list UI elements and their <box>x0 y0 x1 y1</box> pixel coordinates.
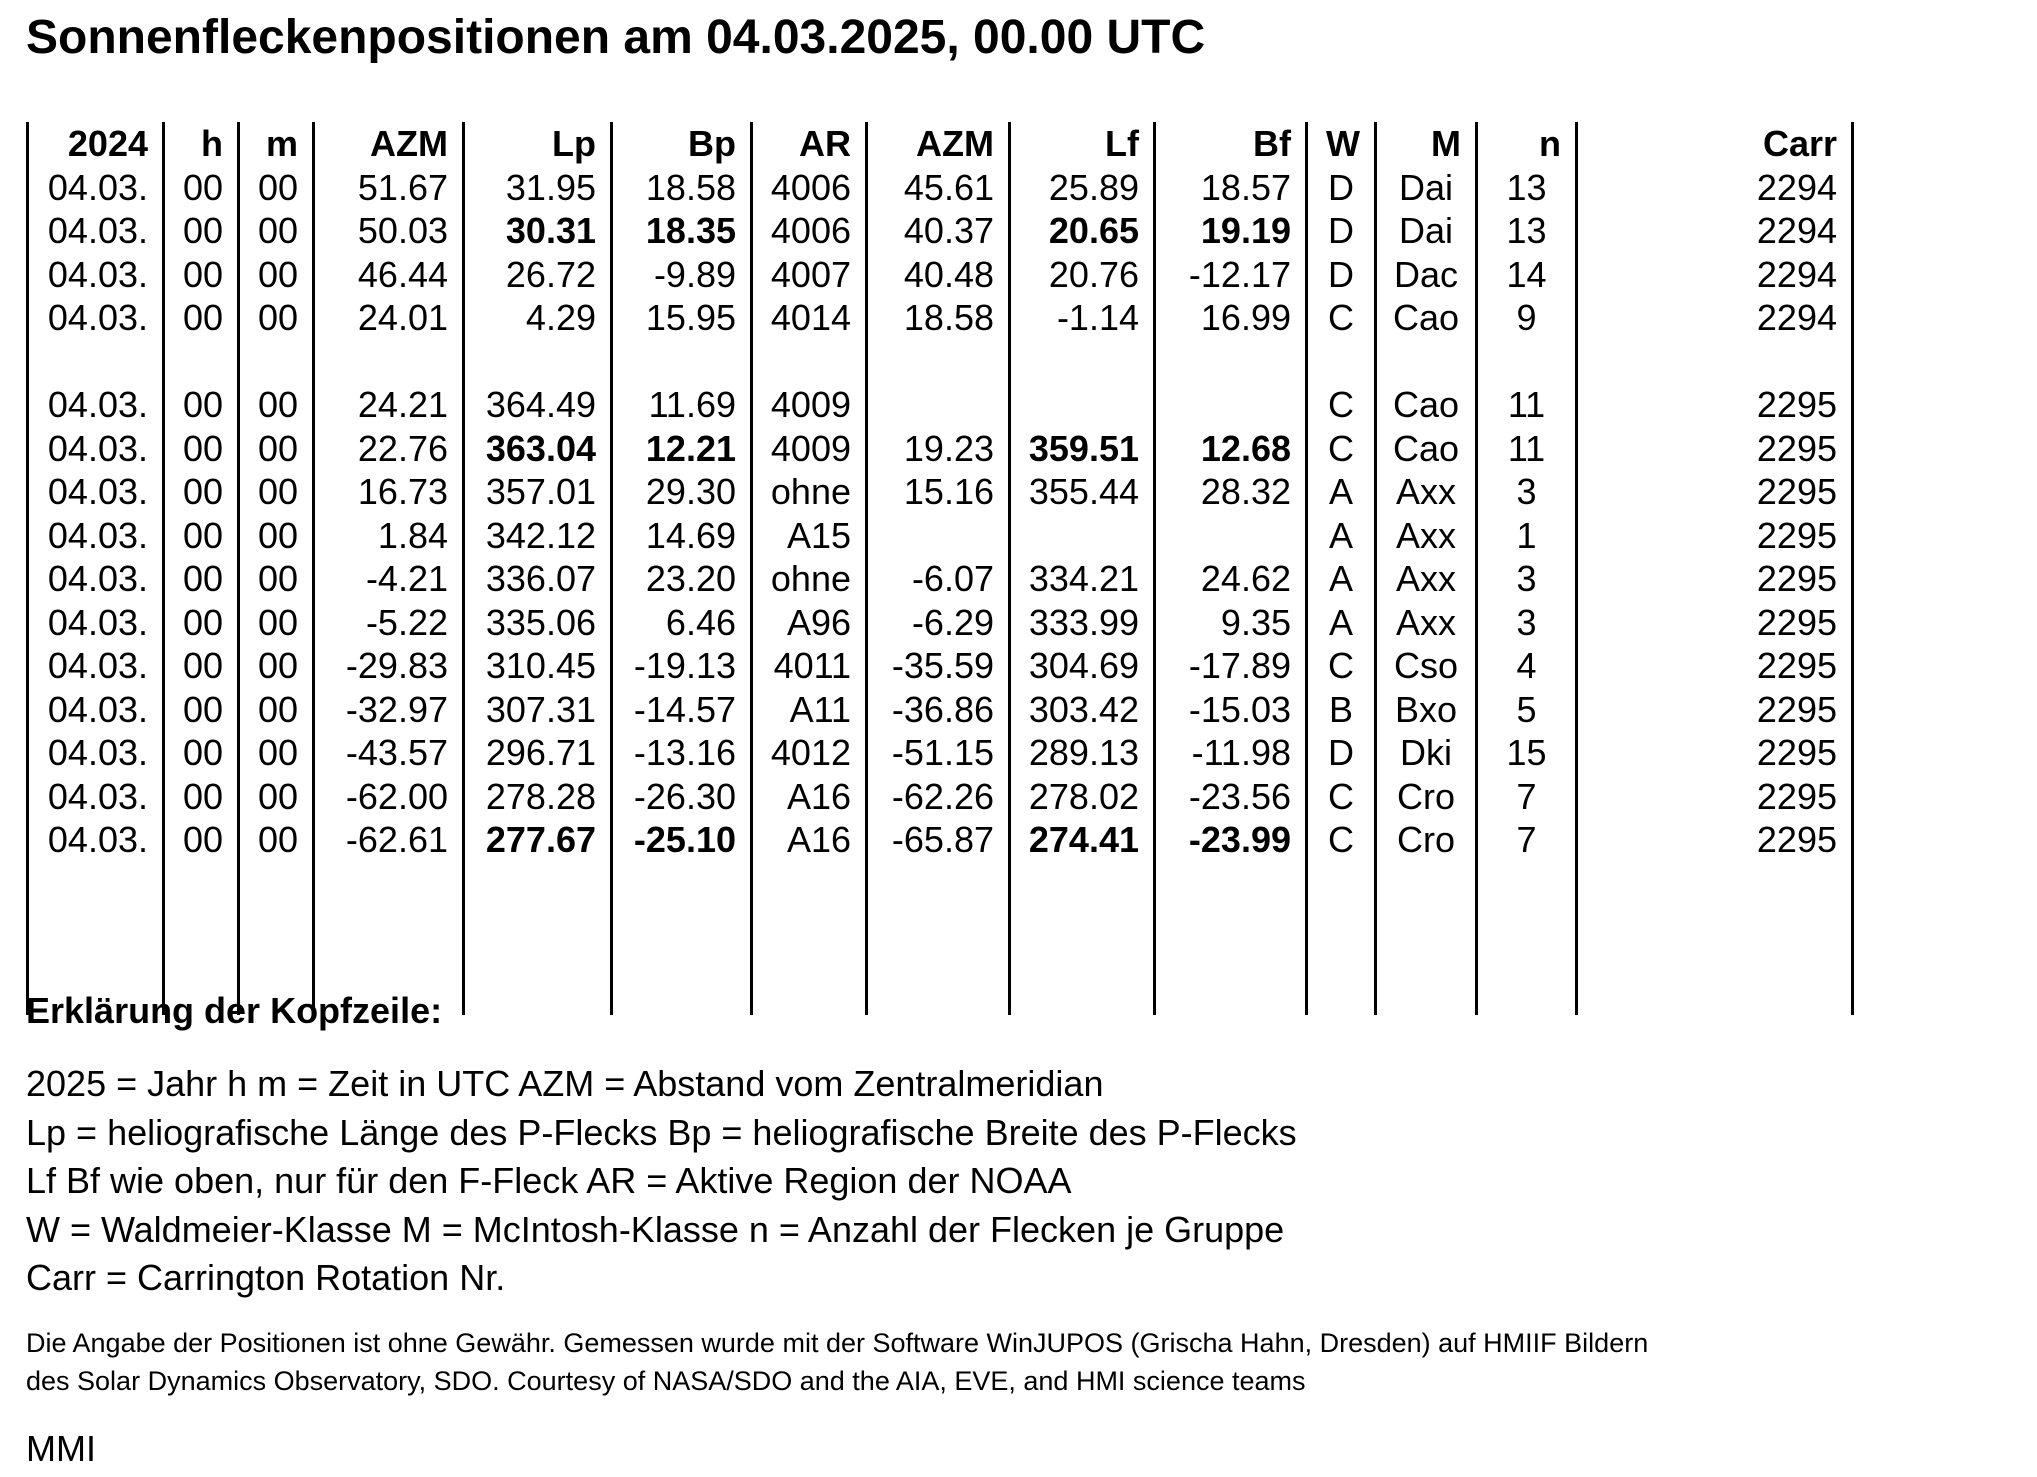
cell-n: 7 <box>1477 775 1577 819</box>
cell-bf: -17.89 <box>1155 645 1307 689</box>
cell-minute: 00 <box>239 688 314 732</box>
cell-bf: -15.03 <box>1155 688 1307 732</box>
cell-azm-f: 40.37 <box>867 210 1010 254</box>
cell-lf: 355.44 <box>1010 471 1155 515</box>
cell-lf <box>1010 514 1155 558</box>
cell-m: Dai <box>1376 210 1477 254</box>
table-row <box>28 601 1853 645</box>
empty-cell <box>314 340 464 384</box>
cell-azm-p: -5.22 <box>314 601 464 645</box>
cell-azm-f <box>867 384 1010 428</box>
cell-minute: 00 <box>239 775 314 819</box>
cell-hour: 00 <box>164 297 239 341</box>
cell-w: C <box>1307 775 1376 819</box>
cell-bp: -13.16 <box>612 732 752 776</box>
cell-carr: 2294 <box>1577 297 1853 341</box>
cell-minute: 00 <box>239 819 314 863</box>
disclaimer <box>26 1324 1648 1400</box>
empty-cell <box>1010 862 1155 1015</box>
cell-w: A <box>1307 601 1376 645</box>
cell-carr: 2295 <box>1577 601 1853 645</box>
cell-bp: -19.13 <box>612 645 752 689</box>
cell-m: Dac <box>1376 253 1477 297</box>
cell-minute: 00 <box>239 471 314 515</box>
cell-azm-f: -6.29 <box>867 601 1010 645</box>
cell-bf: 9.35 <box>1155 601 1307 645</box>
cell-carr: 2295 <box>1577 645 1853 689</box>
cell-lp: 357.01 <box>464 471 612 515</box>
cell-bp: 18.35 <box>612 210 752 254</box>
cell-ar: A15 <box>752 514 867 558</box>
cell-azm-f: -36.86 <box>867 688 1010 732</box>
cell-lp: 30.31 <box>464 210 612 254</box>
cell-carr: 2294 <box>1577 210 1853 254</box>
table-group-1 <box>28 166 1853 340</box>
cell-azm-f: -62.26 <box>867 775 1010 819</box>
empty-cell <box>464 340 612 384</box>
column-header-bp: Bp <box>612 122 752 166</box>
cell-lp: 296.71 <box>464 732 612 776</box>
cell-bf: 19.19 <box>1155 210 1307 254</box>
cell-m: Cro <box>1376 819 1477 863</box>
cell-azm-p: 22.76 <box>314 427 464 471</box>
cell-year: 04.03. <box>28 775 164 819</box>
cell-azm-p: 51.67 <box>314 166 464 210</box>
cell-ar: ohne <box>752 471 867 515</box>
cell-ar: 4009 <box>752 427 867 471</box>
cell-hour: 00 <box>164 819 239 863</box>
disclaimer-line: Die Angabe der Positionen ist ohne Gewähr. Gemessen wurde mit der Software WinJUPOS (Grischa Hahn, Dresden) auf HMIIF Bildern <box>26 1328 1649 1358</box>
legend-line: Lf Bf wie oben, nur für den F-Fleck AR = Aktive Region der NOAA <box>26 1160 1072 1201</box>
cell-ar: ohne <box>752 558 867 602</box>
cell-bf: 12.68 <box>1155 427 1307 471</box>
cell-azm-f: 45.61 <box>867 166 1010 210</box>
cell-year: 04.03. <box>28 514 164 558</box>
cell-m: Axx <box>1376 601 1477 645</box>
cell-year: 04.03. <box>28 427 164 471</box>
cell-w: D <box>1307 166 1376 210</box>
disclaimer-line: des Solar Dynamics Observatory, SDO. Courtesy of NASA/SDO and the AIA, EVE, and HMI science teams <box>26 1366 1306 1396</box>
cell-w: B <box>1307 688 1376 732</box>
cell-lf: 20.76 <box>1010 253 1155 297</box>
cell-bp: 23.20 <box>612 558 752 602</box>
cell-bf: -11.98 <box>1155 732 1307 776</box>
cell-hour: 00 <box>164 471 239 515</box>
cell-bp: 29.30 <box>612 471 752 515</box>
cell-lf: 333.99 <box>1010 601 1155 645</box>
table-row <box>28 819 1853 863</box>
cell-n: 3 <box>1477 558 1577 602</box>
empty-cell <box>867 340 1010 384</box>
cell-carr: 2295 <box>1577 427 1853 471</box>
cell-bp: 11.69 <box>612 384 752 428</box>
cell-carr: 2295 <box>1577 514 1853 558</box>
empty-cell <box>1376 862 1477 1015</box>
cell-hour: 00 <box>164 775 239 819</box>
table-group-2 <box>28 384 1853 863</box>
cell-w: C <box>1307 297 1376 341</box>
cell-n: 7 <box>1477 819 1577 863</box>
signature: MMI <box>26 1428 96 1469</box>
cell-n: 13 <box>1477 210 1577 254</box>
cell-n: 14 <box>1477 253 1577 297</box>
cell-minute: 00 <box>239 427 314 471</box>
cell-year: 04.03. <box>28 645 164 689</box>
cell-azm-p: -43.57 <box>314 732 464 776</box>
cell-azm-p: 1.84 <box>314 514 464 558</box>
cell-n: 1 <box>1477 514 1577 558</box>
cell-n: 3 <box>1477 601 1577 645</box>
cell-lp: 363.04 <box>464 427 612 471</box>
table-group-gap <box>28 340 1853 384</box>
cell-year: 04.03. <box>28 732 164 776</box>
empty-cell <box>612 862 752 1015</box>
cell-lf <box>1010 384 1155 428</box>
cell-lf: -1.14 <box>1010 297 1155 341</box>
cell-minute: 00 <box>239 601 314 645</box>
cell-w: D <box>1307 732 1376 776</box>
column-header-azm-p: AZM <box>314 122 464 166</box>
cell-ar: 4009 <box>752 384 867 428</box>
column-header-carr: Carr <box>1577 122 1853 166</box>
cell-lp: 364.49 <box>464 384 612 428</box>
cell-n: 5 <box>1477 688 1577 732</box>
empty-cell <box>752 862 867 1015</box>
cell-lp: 277.67 <box>464 819 612 863</box>
cell-minute: 00 <box>239 166 314 210</box>
cell-bp: 12.21 <box>612 427 752 471</box>
cell-azm-p: -29.83 <box>314 645 464 689</box>
cell-hour: 00 <box>164 210 239 254</box>
cell-m: Bxo <box>1376 688 1477 732</box>
cell-bf: -12.17 <box>1155 253 1307 297</box>
empty-cell <box>1010 340 1155 384</box>
cell-n: 9 <box>1477 297 1577 341</box>
cell-lp: 336.07 <box>464 558 612 602</box>
legend-line: Carr = Carrington Rotation Nr. <box>26 1257 506 1298</box>
legend-line: W = Waldmeier-Klasse M = McIntosh-Klasse n = Anzahl der Flecken je Gruppe <box>26 1208 1285 1250</box>
cell-lf: 303.42 <box>1010 688 1155 732</box>
cell-carr: 2295 <box>1577 688 1853 732</box>
cell-azm-f: -65.87 <box>867 819 1010 863</box>
cell-azm-p: -4.21 <box>314 558 464 602</box>
cell-bp: -25.10 <box>612 819 752 863</box>
empty-cell <box>867 862 1010 1015</box>
column-header-year: 2024 <box>28 122 164 166</box>
cell-ar: A16 <box>752 819 867 863</box>
empty-cell <box>1577 862 1853 1015</box>
column-header-azm-f: AZM <box>867 122 1010 166</box>
cell-carr: 2295 <box>1577 775 1853 819</box>
legend-title: Erklärung der Kopfzeile: <box>26 990 443 1031</box>
legend <box>26 1060 1297 1303</box>
cell-n: 13 <box>1477 166 1577 210</box>
cell-lf: 274.41 <box>1010 819 1155 863</box>
table-row <box>28 471 1853 515</box>
cell-ar: 4012 <box>752 732 867 776</box>
cell-lf: 25.89 <box>1010 166 1155 210</box>
cell-w: D <box>1307 253 1376 297</box>
cell-m: Cro <box>1376 775 1477 819</box>
cell-azm-f <box>867 514 1010 558</box>
column-header-bf: Bf <box>1155 122 1307 166</box>
cell-minute: 00 <box>239 514 314 558</box>
cell-lf: 334.21 <box>1010 558 1155 602</box>
cell-lp: 26.72 <box>464 253 612 297</box>
cell-azm-f: 40.48 <box>867 253 1010 297</box>
cell-bf: 18.57 <box>1155 166 1307 210</box>
column-header-ar: AR <box>752 122 867 166</box>
cell-w: C <box>1307 645 1376 689</box>
cell-year: 04.03. <box>28 210 164 254</box>
cell-bf <box>1155 384 1307 428</box>
cell-ar: 4006 <box>752 166 867 210</box>
cell-ar: 4007 <box>752 253 867 297</box>
cell-w: C <box>1307 384 1376 428</box>
table-row <box>28 732 1853 776</box>
cell-lp: 4.29 <box>464 297 612 341</box>
table-row <box>28 645 1853 689</box>
page-title: Sonnenfleckenpositionen am 04.03.2025, 00.00 UTC <box>26 11 1206 64</box>
empty-cell <box>239 340 314 384</box>
cell-m: Cao <box>1376 384 1477 428</box>
cell-bf: 24.62 <box>1155 558 1307 602</box>
cell-azm-p: -62.61 <box>314 819 464 863</box>
cell-minute: 00 <box>239 384 314 428</box>
column-header-hour: h <box>164 122 239 166</box>
table-row <box>28 514 1853 558</box>
cell-lf: 359.51 <box>1010 427 1155 471</box>
cell-azm-p: -62.00 <box>314 775 464 819</box>
empty-cell <box>28 340 164 384</box>
cell-lf: 304.69 <box>1010 645 1155 689</box>
cell-hour: 00 <box>164 601 239 645</box>
cell-m: Dai <box>1376 166 1477 210</box>
cell-hour: 00 <box>164 253 239 297</box>
cell-year: 04.03. <box>28 253 164 297</box>
cell-year: 04.03. <box>28 601 164 645</box>
cell-ar: 4006 <box>752 210 867 254</box>
cell-n: 15 <box>1477 732 1577 776</box>
cell-bf: -23.56 <box>1155 775 1307 819</box>
cell-bp: 14.69 <box>612 514 752 558</box>
cell-azm-f: -51.15 <box>867 732 1010 776</box>
cell-carr: 2295 <box>1577 384 1853 428</box>
cell-lp: 310.45 <box>464 645 612 689</box>
cell-ar: 4014 <box>752 297 867 341</box>
cell-hour: 00 <box>164 732 239 776</box>
cell-carr: 2295 <box>1577 732 1853 776</box>
cell-year: 04.03. <box>28 819 164 863</box>
cell-azm-p: 50.03 <box>314 210 464 254</box>
cell-azm-f: -6.07 <box>867 558 1010 602</box>
table-row <box>28 384 1853 428</box>
empty-cell <box>1307 340 1376 384</box>
cell-azm-f: -35.59 <box>867 645 1010 689</box>
cell-minute: 00 <box>239 645 314 689</box>
table-row <box>28 297 1853 341</box>
legend-line: Lp = heliografische Länge des P-Flecks Bp = heliografische Breite des P-Flecks <box>26 1111 1297 1153</box>
cell-year: 04.03. <box>28 558 164 602</box>
column-header-m: M <box>1376 122 1477 166</box>
column-header-minute: m <box>239 122 314 166</box>
table-row <box>28 688 1853 732</box>
cell-carr: 2295 <box>1577 471 1853 515</box>
cell-year: 04.03. <box>28 688 164 732</box>
cell-azm-f: 19.23 <box>867 427 1010 471</box>
cell-minute: 00 <box>239 558 314 602</box>
column-header-w: W <box>1307 122 1376 166</box>
table-row <box>28 210 1853 254</box>
cell-w: A <box>1307 471 1376 515</box>
column-header-lp: Lp <box>464 122 612 166</box>
cell-lf: 278.02 <box>1010 775 1155 819</box>
cell-lp: 31.95 <box>464 166 612 210</box>
empty-cell <box>1477 340 1577 384</box>
cell-bp: -26.30 <box>612 775 752 819</box>
cell-m: Cao <box>1376 427 1477 471</box>
empty-cell <box>612 340 752 384</box>
cell-m: Dki <box>1376 732 1477 776</box>
cell-w: A <box>1307 514 1376 558</box>
cell-bp: 6.46 <box>612 601 752 645</box>
cell-w: D <box>1307 210 1376 254</box>
cell-hour: 00 <box>164 384 239 428</box>
cell-year: 04.03. <box>28 166 164 210</box>
cell-w: A <box>1307 558 1376 602</box>
cell-ar: A16 <box>752 775 867 819</box>
cell-bp: -9.89 <box>612 253 752 297</box>
table-row <box>28 427 1853 471</box>
cell-n: 11 <box>1477 427 1577 471</box>
empty-cell <box>164 340 239 384</box>
table-spacer-row <box>28 340 1853 384</box>
empty-cell <box>1155 340 1307 384</box>
cell-year: 04.03. <box>28 384 164 428</box>
cell-carr: 2294 <box>1577 253 1853 297</box>
cell-azm-f: 15.16 <box>867 471 1010 515</box>
cell-ar: A96 <box>752 601 867 645</box>
cell-hour: 00 <box>164 514 239 558</box>
cell-carr: 2294 <box>1577 166 1853 210</box>
empty-cell <box>1307 862 1376 1015</box>
cell-m: Axx <box>1376 471 1477 515</box>
cell-hour: 00 <box>164 427 239 471</box>
cell-lf: 289.13 <box>1010 732 1155 776</box>
cell-lf: 20.65 <box>1010 210 1155 254</box>
empty-cell <box>1477 862 1577 1015</box>
cell-lp: 342.12 <box>464 514 612 558</box>
cell-azm-p: -32.97 <box>314 688 464 732</box>
table-row <box>28 166 1853 210</box>
cell-lp: 307.31 <box>464 688 612 732</box>
empty-cell <box>1376 340 1477 384</box>
cell-minute: 00 <box>239 732 314 776</box>
cell-n: 4 <box>1477 645 1577 689</box>
table-row <box>28 558 1853 602</box>
cell-bf: 16.99 <box>1155 297 1307 341</box>
cell-w: C <box>1307 427 1376 471</box>
cell-lp: 278.28 <box>464 775 612 819</box>
cell-carr: 2295 <box>1577 819 1853 863</box>
cell-hour: 00 <box>164 645 239 689</box>
cell-bp: -14.57 <box>612 688 752 732</box>
empty-cell <box>1577 340 1853 384</box>
cell-minute: 00 <box>239 253 314 297</box>
table-row <box>28 253 1853 297</box>
cell-n: 3 <box>1477 471 1577 515</box>
cell-m: Cao <box>1376 297 1477 341</box>
cell-ar: A11 <box>752 688 867 732</box>
legend-line: 2025 = Jahr h m = Zeit in UTC AZM = Abstand vom Zentralmeridian <box>26 1063 1104 1104</box>
column-header-lf: Lf <box>1010 122 1155 166</box>
empty-cell <box>752 340 867 384</box>
cell-year: 04.03. <box>28 297 164 341</box>
cell-n: 11 <box>1477 384 1577 428</box>
column-header-n: n <box>1477 122 1577 166</box>
cell-azm-p: 24.21 <box>314 384 464 428</box>
cell-bp: 15.95 <box>612 297 752 341</box>
cell-m: Axx <box>1376 558 1477 602</box>
table-header-row <box>28 122 1853 166</box>
cell-azm-f: 18.58 <box>867 297 1010 341</box>
cell-azm-p: 46.44 <box>314 253 464 297</box>
cell-year: 04.03. <box>28 471 164 515</box>
cell-azm-p: 16.73 <box>314 471 464 515</box>
table-row <box>28 775 1853 819</box>
cell-hour: 00 <box>164 166 239 210</box>
cell-hour: 00 <box>164 688 239 732</box>
cell-hour: 00 <box>164 558 239 602</box>
cell-minute: 00 <box>239 297 314 341</box>
cell-m: Axx <box>1376 514 1477 558</box>
cell-azm-p: 24.01 <box>314 297 464 341</box>
sunspot-positions-table <box>26 122 1854 1015</box>
cell-bp: 18.58 <box>612 166 752 210</box>
cell-m: Cso <box>1376 645 1477 689</box>
cell-lp: 335.06 <box>464 601 612 645</box>
cell-w: C <box>1307 819 1376 863</box>
cell-carr: 2295 <box>1577 558 1853 602</box>
cell-bf: -23.99 <box>1155 819 1307 863</box>
cell-ar: 4011 <box>752 645 867 689</box>
empty-cell <box>1155 862 1307 1015</box>
empty-cell <box>464 862 612 1015</box>
cell-bf <box>1155 514 1307 558</box>
cell-minute: 00 <box>239 210 314 254</box>
cell-bf: 28.32 <box>1155 471 1307 515</box>
